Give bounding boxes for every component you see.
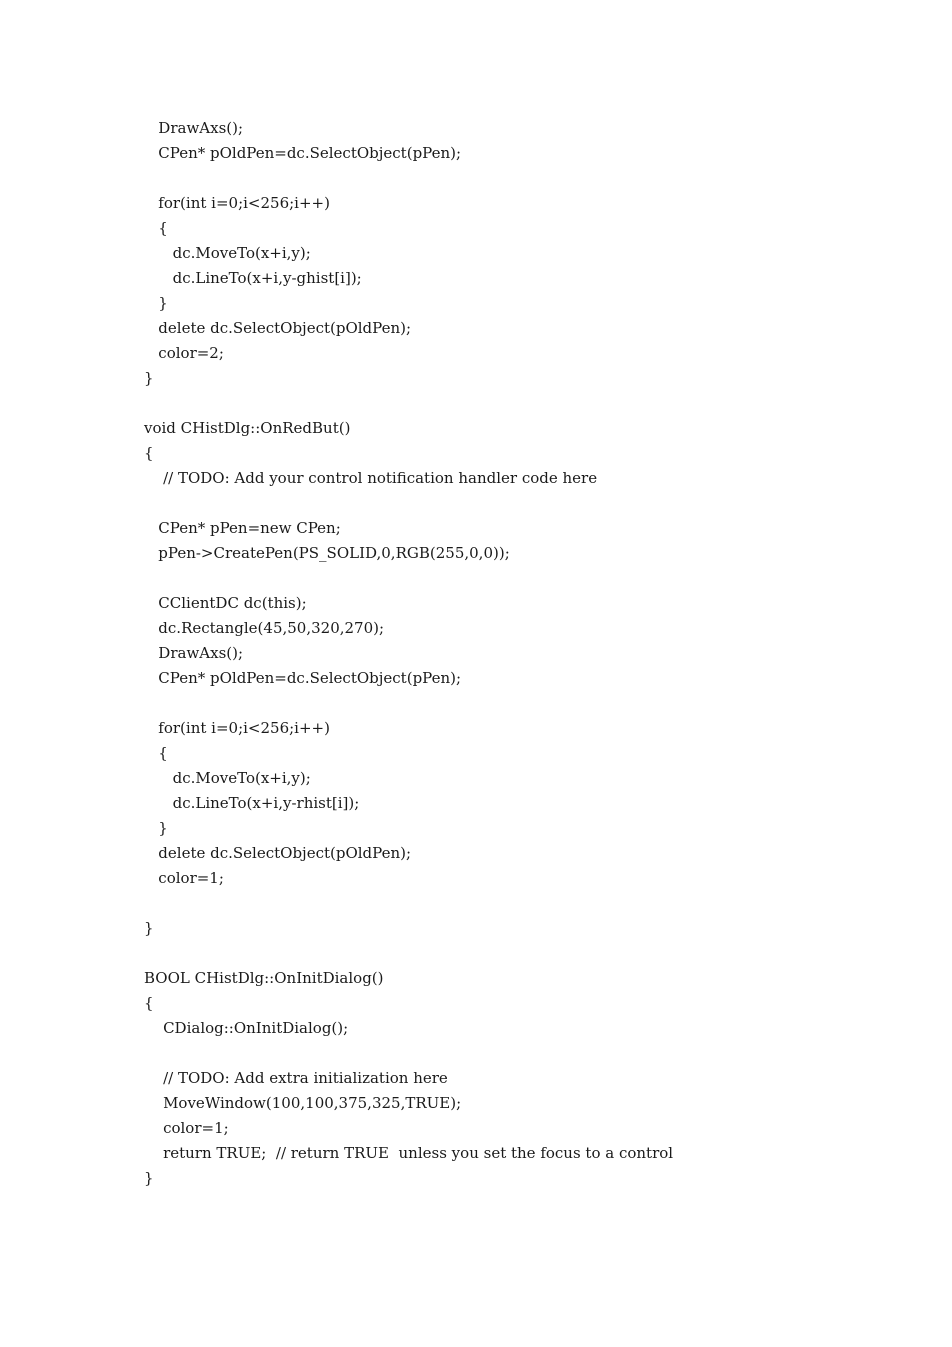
code-line: } xyxy=(144,1169,154,1187)
code-line: { xyxy=(144,219,168,237)
code-line: } xyxy=(144,919,154,937)
code-line: dc.MoveTo(x+i,y); xyxy=(144,769,311,787)
code-line: DrawAxs(); xyxy=(144,644,244,662)
code-line: color=1; xyxy=(144,869,224,887)
code-line: pPen->CreatePen(PS_SOLID,0,RGB(255,0,0)); xyxy=(144,544,510,562)
code-line: CPen* pOldPen=dc.SelectObject(pPen); xyxy=(144,144,462,162)
code-line: color=2; xyxy=(144,344,224,362)
code-line: dc.MoveTo(x+i,y); xyxy=(144,244,311,262)
code-line: dc.LineTo(x+i,y-rhist[i]); xyxy=(144,794,360,812)
code-line: { xyxy=(144,744,168,762)
code-line: delete dc.SelectObject(pOldPen); xyxy=(144,844,412,862)
code-listing xyxy=(144,116,673,1191)
code-line: dc.Rectangle(45,50,320,270); xyxy=(144,619,385,637)
code-line xyxy=(144,691,673,716)
code-line: CDialog::OnInitDialog(); xyxy=(144,1019,349,1037)
code-line: } xyxy=(144,369,154,387)
code-line: return TRUE; // return TRUE unless you set the focus to a control xyxy=(144,1144,674,1162)
code-line: CClientDC dc(this); xyxy=(144,594,307,612)
code-line xyxy=(144,1041,673,1066)
code-line: for(int i=0;i<256;i++) xyxy=(144,719,330,737)
code-line: { xyxy=(144,444,154,462)
code-line: BOOL CHistDlg::OnInitDialog() xyxy=(144,969,384,987)
code-line xyxy=(144,566,673,591)
code-line: for(int i=0;i<256;i++) xyxy=(144,194,330,212)
code-line: void CHistDlg::OnRedBut() xyxy=(144,419,351,437)
code-line: dc.LineTo(x+i,y-ghist[i]); xyxy=(144,269,362,287)
code-line: DrawAxs(); xyxy=(144,119,244,137)
code-line: CPen* pPen=new CPen; xyxy=(144,519,341,537)
code-line xyxy=(144,941,673,966)
code-line xyxy=(144,166,673,191)
code-line xyxy=(144,491,673,516)
code-line: // TODO: Add extra initialization here xyxy=(144,1069,448,1087)
code-line xyxy=(144,891,673,916)
code-line: delete dc.SelectObject(pOldPen); xyxy=(144,319,412,337)
code-line xyxy=(144,391,673,416)
code-line: // TODO: Add your control notification handler code here xyxy=(144,469,598,487)
code-line: } xyxy=(144,819,168,837)
code-line: { xyxy=(144,994,154,1012)
code-line: } xyxy=(144,294,168,312)
code-line: color=1; xyxy=(144,1119,229,1137)
code-line: MoveWindow(100,100,375,325,TRUE); xyxy=(144,1094,462,1112)
code-line: CPen* pOldPen=dc.SelectObject(pPen); xyxy=(144,669,462,687)
